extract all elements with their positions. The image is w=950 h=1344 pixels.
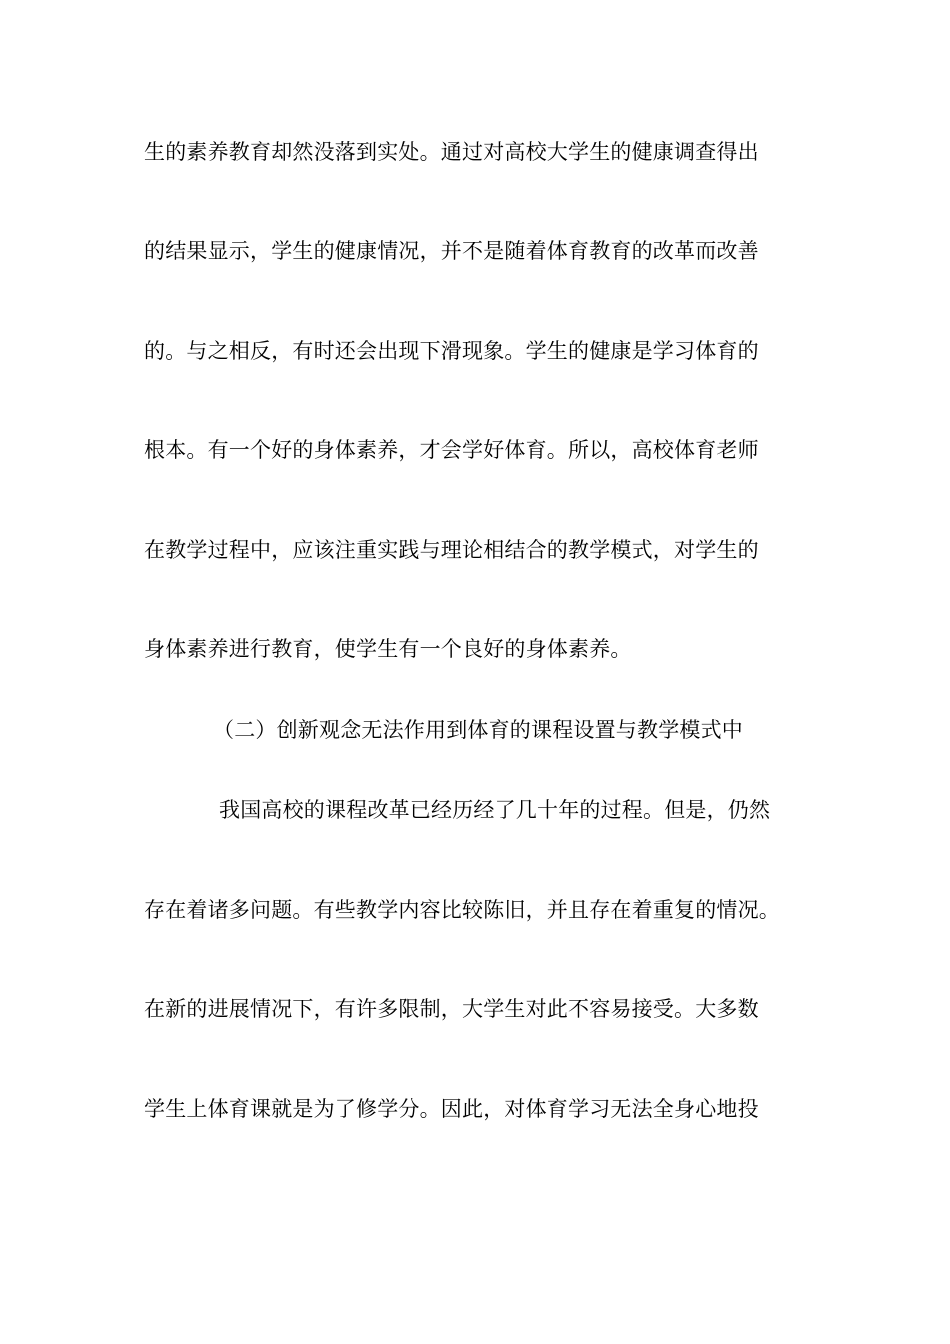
paragraph-2-line-3: 在新的进展情况下，有许多限制，大学生对此不容易接受。大多数 bbox=[144, 997, 759, 1021]
paragraph-1-line-3: 的。与之相反，有时还会出现下滑现象。学生的健康是学习体育的 bbox=[144, 339, 759, 363]
paragraph-2-line-1: 我国高校的课程改革已经历经了几十年的过程。但是，仍然 bbox=[219, 798, 771, 822]
paragraph-1-line-6: 身体素养进行教育，使学生有一个良好的身体素养。 bbox=[144, 637, 632, 661]
paragraph-1-line-2: 的结果显示，学生的健康情况，并不是随着体育教育的改革而改善 bbox=[144, 239, 759, 263]
paragraph-1-line-1: 生的素养教育却然没落到实处。通过对高校大学生的健康调查得出 bbox=[144, 140, 759, 164]
paragraph-2-line-2: 存在着诸多问题。有些教学内容比较陈旧，并且存在着重复的情况。 bbox=[144, 898, 780, 922]
paragraph-1-line-5: 在教学过程中，应该注重实践与理论相结合的教学模式，对学生的 bbox=[144, 538, 759, 562]
paragraph-1-line-4: 根本。有一个好的身体素养，才会学好体育。所以，高校体育老师 bbox=[144, 438, 759, 462]
paragraph-2-line-4: 学生上体育课就是为了修学分。因此，对体育学习无法全身心地投 bbox=[144, 1097, 759, 1121]
section-heading: （二）创新观念无法作用到体育的课程设置与教学模式中 bbox=[213, 718, 743, 742]
